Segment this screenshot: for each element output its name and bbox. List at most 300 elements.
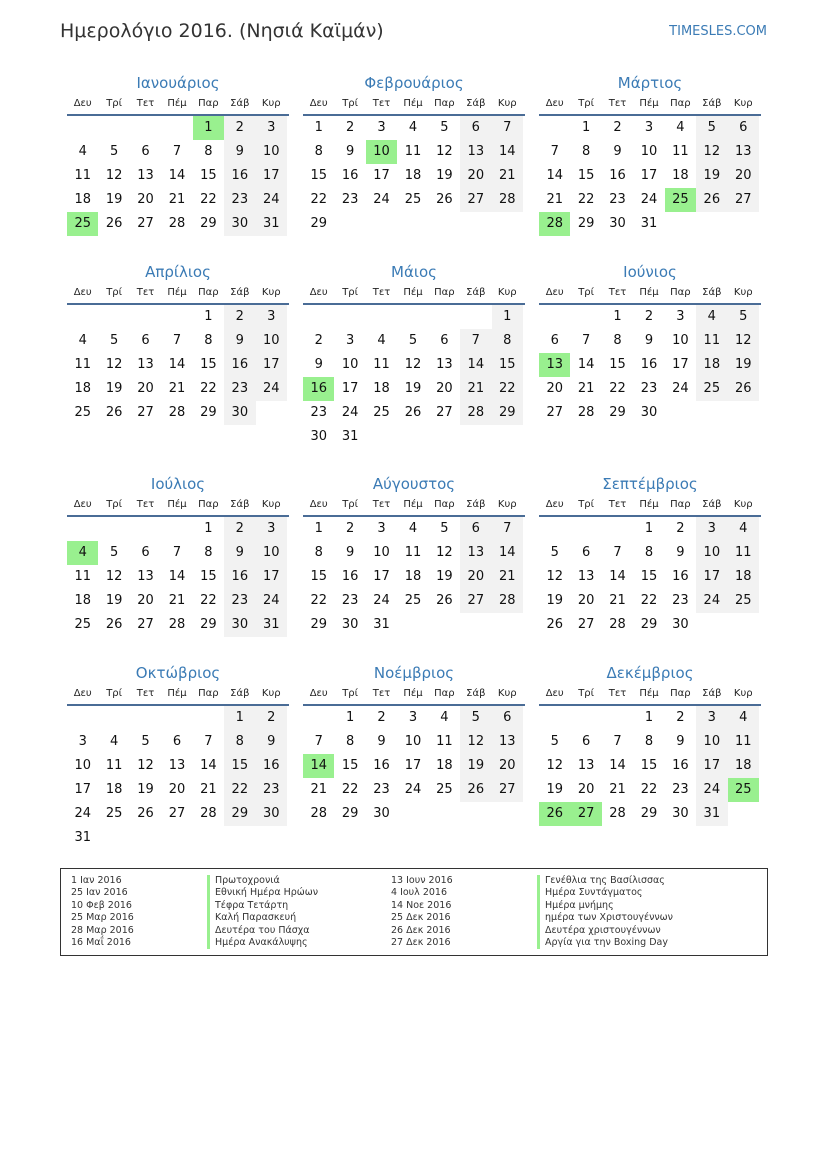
day-cell: 28 [168, 216, 186, 231]
empty-cell [539, 305, 570, 329]
weekday-label: Σάβ [702, 688, 722, 699]
holiday-name: Πρωτοχρονιά [207, 875, 318, 887]
day-cell: 24 [672, 381, 689, 396]
day-cell: 5 [109, 144, 119, 159]
weekday-header-row [539, 94, 761, 116]
day-cell: 17 [341, 381, 359, 396]
day-cell: 25 [696, 377, 727, 401]
day-cell: 3 [696, 706, 727, 730]
day-cell: 15 [609, 357, 626, 372]
day-cell: 4 [78, 333, 87, 348]
day-cell: 23 [672, 782, 689, 797]
day-cell: 27 [436, 405, 453, 420]
empty-cell [161, 706, 192, 730]
day-cell: 29 [577, 216, 595, 231]
day-cell: 7 [172, 545, 182, 560]
day-cell: 18 [105, 782, 123, 797]
day-cell: 24 [404, 782, 422, 797]
day-cell: 26 [696, 188, 727, 212]
holiday-dates-column [391, 875, 453, 949]
month-block [539, 473, 761, 637]
day-cell: 24 [373, 192, 390, 207]
day-cell: 26 [105, 216, 123, 231]
day-cell: 30 [672, 806, 689, 821]
day-cell: 31 [74, 830, 91, 845]
day-cell: 7 [492, 116, 523, 140]
weekday-label: Κυρ [733, 287, 753, 298]
day-cell: 21 [460, 377, 491, 401]
holiday-day-cell: 13 [539, 353, 570, 377]
day-cell: 28 [492, 188, 523, 212]
empty-cell [161, 305, 192, 329]
day-cell: 20 [436, 381, 453, 396]
empty-cell [67, 706, 98, 730]
day-cell: 24 [256, 589, 287, 613]
day-cell: 11 [436, 734, 453, 749]
weekday-label: Κυρ [497, 688, 517, 699]
day-cell: 11 [74, 569, 91, 584]
day-cell: 5 [550, 545, 559, 560]
day-cell: 11 [74, 168, 91, 183]
day-cell: 6 [141, 333, 150, 348]
holiday-name: Δευτέρα του Πάσχα [207, 925, 318, 937]
weekday-label: Πέμ [639, 98, 659, 109]
day-cell: 1 [314, 521, 323, 536]
weekday-label: Παρ [670, 688, 691, 699]
holiday-name: Δευτέρα χριστουγέννων [537, 925, 673, 937]
day-cell: 17 [256, 164, 287, 188]
day-cell: 18 [404, 569, 422, 584]
weekday-header-row [303, 283, 525, 305]
empty-cell [334, 305, 365, 329]
day-cell: 21 [609, 593, 626, 608]
weekday-header-row [67, 684, 289, 706]
empty-cell [130, 305, 161, 329]
day-cell: 29 [200, 216, 217, 231]
day-cell: 27 [168, 806, 186, 821]
day-cell: 22 [640, 593, 658, 608]
day-cell: 8 [204, 144, 213, 159]
day-cell: 20 [137, 192, 154, 207]
day-cell: 6 [460, 517, 491, 541]
day-cell: 12 [460, 730, 491, 754]
day-cell: 8 [644, 734, 654, 749]
day-cell: 21 [200, 782, 217, 797]
day-cell: 12 [546, 758, 563, 773]
day-cell: 22 [200, 192, 217, 207]
weekday-label: Τρί [578, 98, 595, 109]
holiday-name: Καλή Παρασκευή [207, 912, 318, 924]
day-cell: 10 [341, 357, 359, 372]
day-cell: 2 [345, 120, 355, 135]
day-cell: 6 [141, 144, 150, 159]
weekday-label: Πέμ [403, 688, 423, 699]
holiday-names-column [207, 875, 318, 949]
day-cell: 5 [696, 116, 727, 140]
day-cell: 14 [168, 168, 186, 183]
day-cell: 26 [404, 405, 422, 420]
day-cell: 13 [137, 569, 154, 584]
weekday-label: Πέμ [403, 98, 423, 109]
day-cell: 1 [204, 309, 213, 324]
day-cell: 10 [256, 140, 287, 164]
day-cell: 6 [141, 545, 150, 560]
day-cell: 18 [74, 593, 91, 608]
day-cell: 29 [310, 216, 327, 231]
weekday-label: Πέμ [167, 499, 187, 510]
empty-cell [303, 706, 334, 730]
day-cell: 4 [696, 305, 727, 329]
weekday-label: Παρ [670, 499, 691, 510]
day-cell: 2 [224, 116, 255, 140]
day-cell: 1 [644, 710, 654, 725]
day-cell: 6 [581, 545, 591, 560]
weekday-label: Τρί [106, 98, 123, 109]
weekday-label: Παρ [670, 287, 691, 298]
day-cell: 10 [256, 541, 287, 565]
empty-cell [366, 305, 397, 329]
holiday-day-cell: 26 [539, 802, 570, 826]
day-cell: 15 [341, 758, 359, 773]
day-cell: 21 [168, 593, 186, 608]
day-cell: 16 [609, 168, 626, 183]
day-cell: 22 [310, 593, 327, 608]
empty-cell [570, 305, 601, 329]
day-cell: 22 [200, 381, 217, 396]
day-cell: 3 [377, 521, 386, 536]
weekday-label: Δευ [545, 688, 564, 699]
day-cell: 29 [640, 806, 658, 821]
day-cell: 11 [74, 357, 91, 372]
holiday-day-cell: 27 [570, 802, 601, 826]
empty-cell [429, 305, 460, 329]
day-cell: 1 [224, 706, 255, 730]
weekday-label: Δευ [545, 98, 564, 109]
day-cell: 20 [728, 164, 759, 188]
day-cell: 15 [640, 569, 658, 584]
day-cell: 16 [224, 164, 255, 188]
day-cell: 1 [345, 710, 355, 725]
weekday-label: Τρί [106, 287, 123, 298]
day-cell: 11 [105, 758, 123, 773]
day-cell: 7 [204, 734, 213, 749]
day-cell: 19 [105, 593, 123, 608]
month-block [539, 662, 761, 826]
day-cell: 15 [224, 754, 255, 778]
day-cell: 16 [672, 569, 689, 584]
day-cell: 26 [436, 192, 453, 207]
day-cell: 27 [577, 617, 595, 632]
day-cell: 11 [728, 730, 759, 754]
day-cell: 31 [341, 429, 359, 444]
day-cell: 15 [310, 168, 327, 183]
day-cell: 17 [373, 569, 390, 584]
day-cell: 30 [224, 212, 255, 236]
day-cell: 18 [728, 565, 759, 589]
weekday-label: Τρί [578, 287, 595, 298]
day-cell: 19 [696, 164, 727, 188]
holiday-date: 26 Δεκ 2016 [391, 924, 451, 936]
day-cell: 13 [460, 140, 491, 164]
day-cell: 28 [492, 589, 523, 613]
day-cell: 16 [224, 353, 255, 377]
day-cell: 10 [640, 144, 658, 159]
weekday-label: Σάβ [466, 98, 486, 109]
holiday-date: 13 Ιουν 2016 [391, 875, 453, 886]
month-block [303, 72, 525, 236]
weekday-label: Παρ [198, 98, 219, 109]
day-cell: 26 [728, 377, 759, 401]
empty-cell [570, 517, 601, 541]
day-cell: 9 [345, 144, 355, 159]
day-cell: 8 [345, 734, 355, 749]
day-cell: 23 [341, 192, 359, 207]
day-cell: 1 [644, 521, 654, 536]
month-block [303, 473, 525, 637]
day-cell: 26 [546, 617, 563, 632]
day-cell: 2 [345, 521, 355, 536]
day-cell: 9 [224, 140, 255, 164]
weekday-header-row [539, 283, 761, 305]
page-title: Ημερολόγιο 2016. (Νησιά Καϊμάν) [60, 20, 384, 42]
day-cell: 13 [577, 758, 595, 773]
day-cell: 18 [696, 353, 727, 377]
day-cell: 30 [310, 429, 327, 444]
day-cell: 28 [609, 617, 626, 632]
day-cell: 18 [672, 168, 689, 183]
month-name: Απρίλιος [145, 263, 211, 281]
day-cell: 19 [460, 754, 491, 778]
day-cell: 30 [341, 617, 359, 632]
day-cell: 30 [609, 216, 626, 231]
day-cell: 19 [436, 168, 453, 183]
day-grid [539, 517, 761, 637]
day-grid [303, 116, 525, 236]
holiday-name: Ημέρα Ανακάλυψης [207, 937, 318, 949]
day-cell: 9 [676, 734, 685, 749]
day-cell: 23 [310, 405, 327, 420]
day-cell: 3 [256, 305, 287, 329]
day-cell: 4 [728, 706, 759, 730]
day-cell: 19 [105, 381, 123, 396]
day-cell: 3 [377, 120, 386, 135]
day-cell: 25 [436, 782, 453, 797]
day-cell: 28 [200, 806, 217, 821]
weekday-label: Σάβ [466, 287, 486, 298]
day-cell: 4 [109, 734, 119, 749]
empty-cell [67, 116, 98, 140]
weekday-header-row [67, 94, 289, 116]
weekday-label: Πέμ [639, 688, 659, 699]
day-cell: 27 [460, 188, 491, 212]
weekday-label: Τετ [136, 688, 155, 699]
day-cell: 3 [345, 333, 355, 348]
day-cell: 3 [676, 309, 685, 324]
day-cell: 14 [168, 569, 186, 584]
day-cell: 31 [373, 617, 390, 632]
empty-cell [193, 706, 224, 730]
weekday-label: Κυρ [261, 98, 281, 109]
day-cell: 20 [577, 782, 595, 797]
day-cell: 24 [373, 593, 390, 608]
day-cell: 24 [256, 188, 287, 212]
weekday-label: Τετ [372, 98, 391, 109]
day-cell: 11 [373, 357, 390, 372]
day-cell: 5 [109, 545, 119, 560]
day-cell: 23 [672, 593, 689, 608]
empty-cell [161, 517, 192, 541]
day-cell: 4 [408, 521, 418, 536]
weekday-label: Πέμ [167, 98, 187, 109]
month-block [67, 662, 289, 850]
day-cell: 16 [224, 565, 255, 589]
day-cell: 19 [546, 593, 563, 608]
day-cell: 21 [492, 565, 523, 589]
weekday-label: Πέμ [167, 287, 187, 298]
weekday-header-row [67, 495, 289, 517]
weekday-label: Σάβ [702, 98, 722, 109]
day-cell: 28 [460, 401, 491, 425]
day-cell: 12 [105, 168, 123, 183]
day-cell: 7 [172, 333, 182, 348]
day-cell: 25 [74, 617, 91, 632]
weekday-label: Πέμ [403, 287, 423, 298]
weekday-label: Τρί [342, 688, 359, 699]
holiday-day-cell: 16 [303, 377, 334, 401]
day-cell: 18 [436, 758, 453, 773]
day-cell: 30 [672, 617, 689, 632]
day-cell: 5 [440, 120, 449, 135]
empty-cell [130, 517, 161, 541]
day-cell: 9 [613, 144, 622, 159]
day-cell: 17 [74, 782, 91, 797]
day-cell: 14 [460, 353, 491, 377]
day-grid [539, 116, 761, 236]
day-grid [303, 305, 525, 449]
month-name: Ιούνιος [623, 263, 677, 281]
day-cell: 13 [460, 541, 491, 565]
month-name: Φεβρουάριος [364, 74, 464, 92]
empty-cell [98, 517, 129, 541]
day-cell: 4 [408, 120, 418, 135]
day-cell: 17 [256, 565, 287, 589]
weekday-label: Σάβ [702, 287, 722, 298]
day-cell: 26 [137, 806, 154, 821]
day-cell: 4 [676, 120, 685, 135]
day-cell: 6 [728, 116, 759, 140]
day-grid [303, 706, 525, 826]
day-cell: 2 [256, 706, 287, 730]
day-cell: 19 [404, 381, 422, 396]
day-cell: 22 [577, 192, 595, 207]
day-cell: 1 [314, 120, 323, 135]
day-cell: 31 [256, 212, 287, 236]
day-cell: 25 [728, 589, 759, 613]
day-cell: 27 [546, 405, 563, 420]
site-link[interactable]: TIMESLES.COM [669, 24, 767, 39]
day-cell: 20 [137, 593, 154, 608]
day-cell: 4 [728, 517, 759, 541]
weekday-label: Τρί [578, 499, 595, 510]
day-cell: 16 [341, 569, 359, 584]
holiday-day-cell: 28 [539, 212, 570, 236]
day-cell: 19 [546, 782, 563, 797]
day-cell: 11 [728, 541, 759, 565]
weekday-label: Δευ [309, 499, 328, 510]
day-cell: 26 [460, 778, 491, 802]
day-cell: 6 [172, 734, 182, 749]
day-cell: 25 [404, 192, 422, 207]
month-block [67, 261, 289, 425]
day-cell: 16 [341, 168, 359, 183]
day-cell: 10 [696, 730, 727, 754]
holiday-date: 10 Φεβ 2016 [71, 899, 132, 911]
day-cell: 29 [609, 405, 626, 420]
day-cell: 9 [676, 545, 685, 560]
day-cell: 10 [672, 333, 689, 348]
day-cell: 15 [640, 758, 658, 773]
day-cell: 10 [74, 758, 91, 773]
weekday-label: Δευ [309, 98, 328, 109]
day-cell: 14 [577, 357, 595, 372]
day-cell: 28 [577, 405, 595, 420]
month-block [67, 473, 289, 637]
day-cell: 14 [546, 168, 563, 183]
weekday-header-row [303, 94, 525, 116]
empty-cell [539, 517, 570, 541]
weekday-label: Παρ [434, 287, 455, 298]
day-cell: 12 [436, 144, 453, 159]
day-cell: 11 [696, 329, 727, 353]
day-cell: 20 [546, 381, 563, 396]
day-cell: 13 [728, 140, 759, 164]
empty-cell [460, 305, 491, 329]
day-cell: 1 [492, 305, 523, 329]
holiday-date: 25 Μαρ 2016 [71, 912, 134, 924]
day-cell: 23 [224, 589, 255, 613]
day-cell: 17 [640, 168, 658, 183]
day-cell: 28 [609, 806, 626, 821]
weekday-label: Παρ [434, 98, 455, 109]
weekday-label: Κυρ [497, 499, 517, 510]
weekday-label: Δευ [545, 499, 564, 510]
day-grid [67, 305, 289, 425]
month-name: Δεκέμβριος [606, 664, 694, 682]
day-cell: 19 [728, 353, 759, 377]
day-cell: 2 [377, 710, 386, 725]
day-cell: 27 [137, 405, 154, 420]
day-cell: 25 [404, 593, 422, 608]
day-cell: 3 [644, 120, 654, 135]
day-cell: 30 [224, 613, 255, 637]
day-cell: 15 [310, 569, 327, 584]
holiday-date: 25 Δεκ 2016 [391, 912, 451, 924]
day-cell: 8 [613, 333, 622, 348]
day-cell: 5 [440, 521, 449, 536]
weekday-header-row [67, 283, 289, 305]
day-cell: 26 [105, 405, 123, 420]
day-cell: 24 [696, 589, 727, 613]
day-cell: 16 [672, 758, 689, 773]
weekday-label: Δευ [73, 688, 92, 699]
day-cell: 9 [644, 333, 654, 348]
day-cell: 12 [546, 569, 563, 584]
day-cell: 18 [404, 168, 422, 183]
holiday-date: 25 Ιαν 2016 [71, 887, 128, 899]
day-cell: 5 [109, 333, 119, 348]
weekday-label: Κυρ [261, 499, 281, 510]
weekday-label: Τρί [106, 688, 123, 699]
